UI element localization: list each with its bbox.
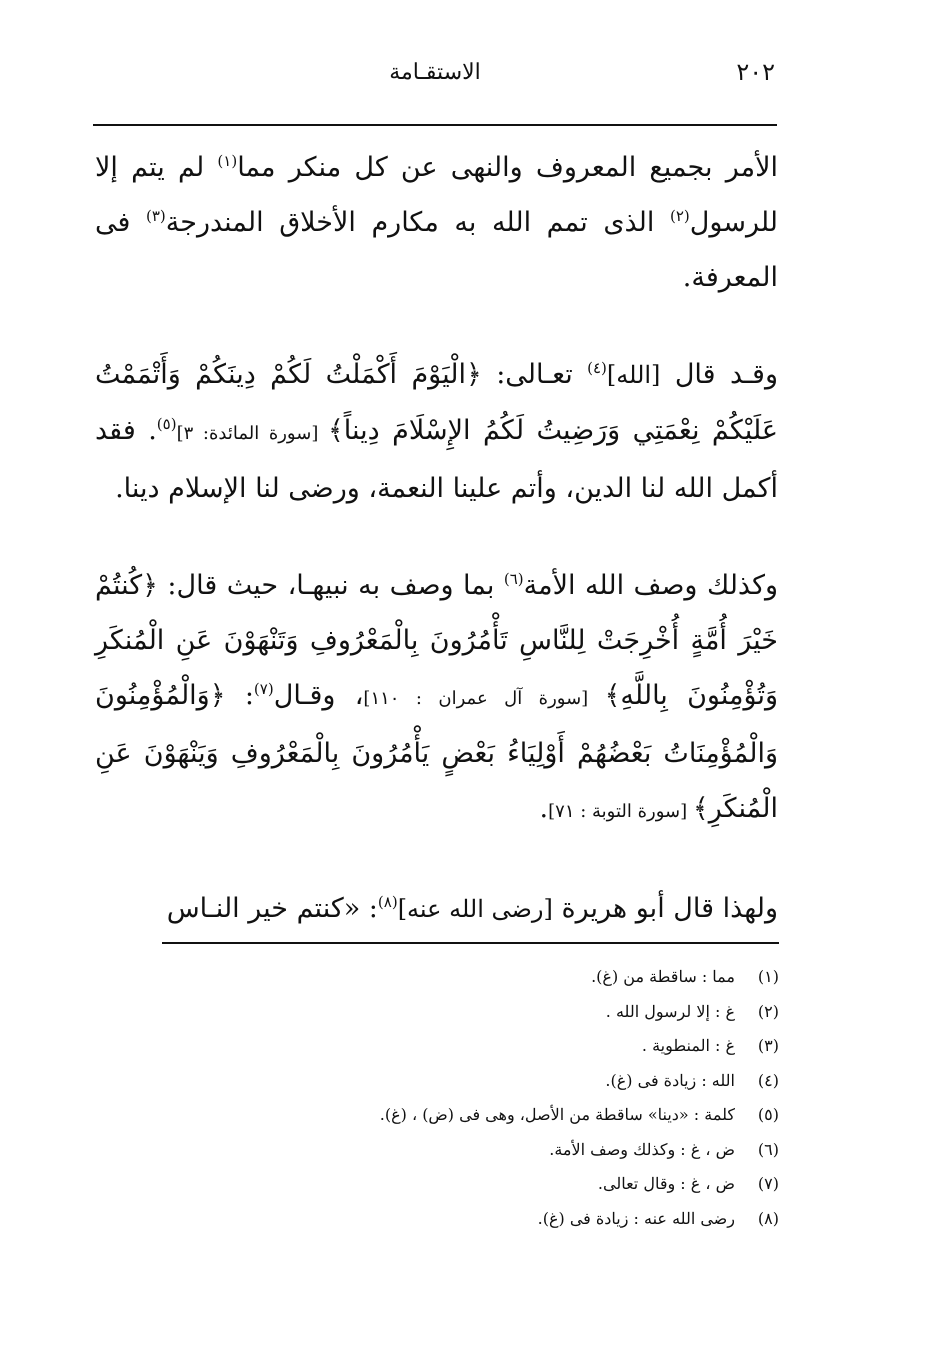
text-run: ، وقـال bbox=[273, 680, 364, 711]
footnote-number: (٢) bbox=[757, 1001, 779, 1021]
footnote-number: (١) bbox=[757, 967, 779, 986]
footnote-number: (٨) bbox=[757, 1208, 779, 1228]
footnote-number: (٤) bbox=[757, 1070, 779, 1090]
text-run: الذى تمم الله به مكارم الأخلاق المندرجة bbox=[165, 207, 670, 238]
text-run: . فقد أكمل الله لنا الدين، وأتم علينا النعمة، ورضى لنا الإسلام دينا. bbox=[95, 415, 778, 504]
footnote-1 bbox=[162, 960, 779, 995]
page-number: ٢٠٢ bbox=[736, 58, 775, 86]
footnote-text: غ : المنطوية . bbox=[641, 1036, 735, 1055]
verse-citation: [سورة المائدة: ٣] bbox=[176, 423, 328, 444]
editorial-insertion: [رضى الله عنه] bbox=[397, 895, 553, 923]
footnote-ref-3[interactable]: (٣) bbox=[146, 207, 166, 225]
footnote-text: غ : إلا لرسول الله . bbox=[605, 1001, 735, 1021]
footnotes-list bbox=[162, 960, 779, 1236]
footnote-ref-4[interactable]: (٤) bbox=[587, 359, 607, 377]
footnote-text: ض ، غ : وكذلك وصف الأمة. bbox=[549, 1139, 735, 1159]
footnote-text: الله : زيادة فى (غ). bbox=[605, 1070, 735, 1090]
text-run: لم يتم إلا للرسول bbox=[95, 152, 779, 238]
verse-citation: [سورة التوبة : ٧١] bbox=[548, 801, 693, 822]
header-rule bbox=[93, 124, 777, 126]
paragraph-2 bbox=[95, 347, 778, 516]
footnote-rule bbox=[162, 942, 779, 944]
text-run: الأمر بجميع المعروف والنهى عن كل منكر مما bbox=[237, 152, 778, 183]
text-run: وكذلك وصف الله الأمة bbox=[523, 570, 778, 601]
text-run: ولهذا قال أبو هريرة bbox=[552, 893, 778, 924]
verse-citation: [سورة آل عمران : ١١٠] bbox=[363, 688, 605, 709]
footnote-ref-8[interactable]: (٨) bbox=[377, 893, 398, 911]
footnote-text: كلمة : «دينا» ساقطة من الأصل، وهى فى (ض) ، (غ). bbox=[379, 1105, 735, 1124]
footnote-ref-1[interactable]: (١) bbox=[217, 152, 238, 170]
page-header bbox=[95, 58, 775, 94]
text-run: فى المعرفة. bbox=[95, 207, 778, 293]
footnote-number: (٦) bbox=[757, 1139, 779, 1159]
footnote-ref-2[interactable]: (٢) bbox=[669, 207, 690, 225]
paragraph-1 bbox=[95, 140, 778, 305]
text-run: . bbox=[539, 793, 549, 824]
quran-verse: ﴿وَالْمُؤْمِنُونَ وَالْمُؤْمِنَاتُ بَعْضُهُمْ أَوْلِيَاءُ بَعْضٍ يَأْمُرُونَ بِالْمَعْرُوفِ وَيَنْهَوْنَ عَنِ الْمُنكَرِ﴾ bbox=[95, 680, 778, 824]
text-run: تعـالى: bbox=[481, 359, 588, 390]
text-run: : bbox=[225, 680, 254, 711]
footnote-6 bbox=[162, 1133, 779, 1168]
footnote-7 bbox=[162, 1167, 779, 1202]
footnote-8 bbox=[162, 1202, 779, 1237]
footnote-text: رضى الله عنه : زيادة فى (غ). bbox=[537, 1208, 735, 1228]
footnote-4 bbox=[162, 1064, 779, 1099]
paragraph-4 bbox=[95, 881, 778, 937]
paragraph-3 bbox=[95, 558, 778, 839]
text-run: : «كنتم خير النـاس bbox=[166, 893, 378, 924]
quran-verse: ﴿كُنتُمْ خَيْرَ أُمَّةٍ أُخْرِجَتْ لِلنَّاسِ تَأْمُرُونَ بِالْمَعْرُوفِ وَتَنْهَوْنَ عَنِ الْمُنكَرِ وَتُؤْمِنُونَ بِاللَّهِ﴾ bbox=[95, 570, 778, 711]
text-run: وقـد قال bbox=[660, 359, 778, 390]
footnote-ref-5[interactable]: (٥) bbox=[156, 415, 177, 433]
footnote-text: مما : ساقطة من (غ). bbox=[591, 967, 735, 986]
text-run: بما وصف به نبيهـا، حيث قال: bbox=[157, 570, 504, 601]
footnote-number: (٧) bbox=[757, 1174, 779, 1193]
footnote-text: ض ، غ : وقال تعالى. bbox=[597, 1174, 735, 1193]
footnote-number: (٣) bbox=[757, 1036, 779, 1055]
footnote-5 bbox=[162, 1098, 779, 1133]
main-text bbox=[95, 140, 778, 937]
footnote-3 bbox=[162, 1029, 779, 1064]
footnote-2 bbox=[162, 995, 779, 1030]
editorial-insertion: [الله] bbox=[606, 361, 661, 389]
running-title: الاستقـامة bbox=[389, 60, 481, 85]
footnote-ref-7[interactable]: (٧) bbox=[253, 680, 274, 698]
footnote-number: (٥) bbox=[757, 1105, 779, 1124]
quran-verse: ﴿الْيَوْمَ أَكْمَلْتُ لَكُمْ دِينَكُمْ وَأَتْمَمْتُ عَلَيْكُمْ نِعْمَتِي وَرَضِيتُ لَكُمُ الإِسْلَامَ دِيناً﴾ bbox=[95, 359, 778, 446]
footnote-ref-6[interactable]: (٦) bbox=[503, 570, 524, 588]
